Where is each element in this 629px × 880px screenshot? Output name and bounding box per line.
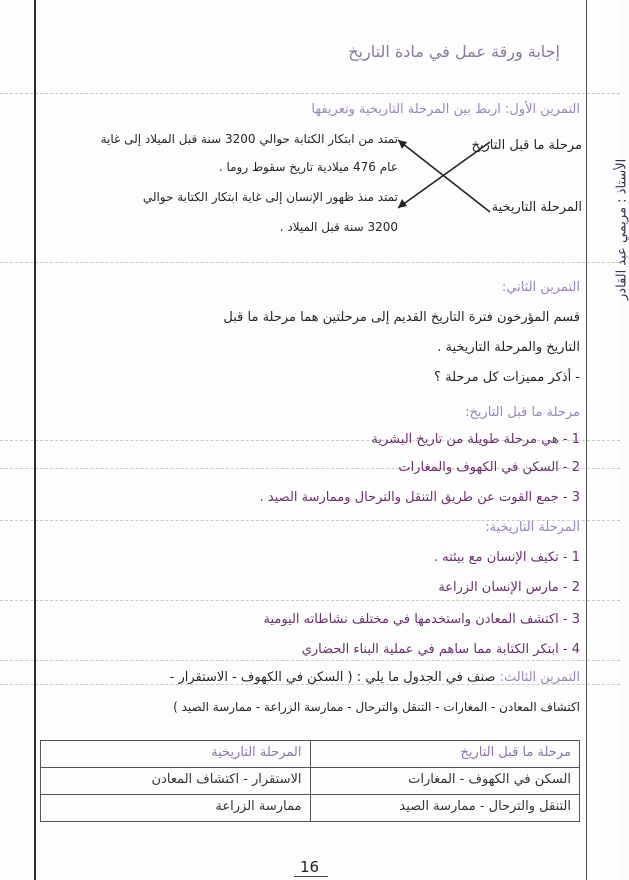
ex2-sub2-item-2: 2 - مارس الإنسان الزراعة: [438, 580, 580, 595]
table-cell: السكن في الكهوف - المغارات: [310, 768, 580, 795]
table-cell: الاستقرار - اكتشاف المعادن: [41, 768, 311, 795]
ex1-def1-line1: تمتد من ابتكار الكتابة حوالي 3200 سنة قبل الميلاد إلى غاية: [100, 132, 398, 146]
ex3-instruction-line1: صنف في الجدول ما يلي : ( السكن في الكهوف - الاستقرار -: [169, 670, 496, 685]
table-cell: ممارسة الزراعة: [41, 795, 311, 822]
ex2-sub2-item-1: 1 - تكيف الإنسان مع بيئته .: [433, 550, 580, 565]
ex3-classification-table: [40, 740, 580, 822]
ex2-sub1-item-3: 3 - جمع القوت عن طريق التنقل والترحال وممارسة الصيد .: [259, 490, 580, 505]
ex1-def2-line2: 3200 سنة قبل الميلاد .: [279, 220, 398, 234]
ex1-def2-line1: تمتد منذ ظهور الإنسان إلى غاية ابتكار الكتابة حوالي: [142, 190, 398, 204]
ex1-heading: التمرين الأول: اربط بين المرحلة التاريخية وتعريفها: [311, 102, 580, 117]
ex3-instruction-line2: اكتشاف المعادن - المغارات - التنقل والترحال - ممارسة الزراعة - ممارسة الصيد ): [173, 700, 580, 714]
ex2-sub1-heading: مرحلة ما قبل التاريخ:: [465, 405, 580, 420]
ex2-sub2-item-3: 3 - اكتشف المعادن واستخدمها في مختلف نشاطاته اليومية: [263, 612, 580, 627]
ex1-left-item-1: مرحلة ما قبل التاريخ: [471, 138, 582, 153]
right-margin-line: [586, 0, 587, 880]
ex3-instruction-block: [35, 670, 580, 685]
matching-cross-lines: [390, 130, 500, 220]
table-header-cell: المرحلة التاريخية: [41, 741, 311, 768]
table-header-row: [41, 741, 580, 768]
page-number: 16: [300, 858, 320, 876]
table-row: [41, 795, 580, 822]
side-note: الأستاذ : مريمي عبد القادر: [614, 158, 629, 300]
ex2-sub2-heading: المرحلة التاريخية:: [485, 520, 580, 535]
rule-line: [0, 600, 620, 601]
ex2-sub1-item-2: 2 - السكن في الكهوف والمغارات: [398, 460, 580, 475]
table-cell: التنقل والترحال - ممارسة الصيد: [310, 795, 580, 822]
ex2-sub1-item-1: 1 - هي مرحلة طويلة من تاريخ البشرية: [371, 432, 580, 447]
rule-line: [0, 660, 620, 661]
ex1-left-item-2: المرحلة التاريخية: [491, 200, 582, 215]
rule-line: [0, 93, 620, 94]
page-number-underline: [294, 876, 328, 877]
rule-line: [0, 262, 620, 263]
table-header-cell: مرحلة ما قبل التاريخ: [310, 741, 580, 768]
ex3-heading: التمرين الثالث:: [499, 670, 580, 685]
ex2-intro-line1: قسم المؤرخون فترة التاريخ القديم إلى مرحلتين هما مرحلة ما قبل: [223, 310, 580, 325]
table-row: [41, 768, 580, 795]
ex2-heading: التمرين الثاني:: [501, 280, 580, 295]
ex2-question: - أذكر مميزات كل مرحلة ؟: [434, 370, 580, 385]
ex1-def1-line2: عام 476 ميلادية تاريخ سقوط روما .: [218, 160, 398, 174]
page-title: إجابة ورقة عمل في مادة التاريخ: [348, 42, 560, 61]
ex2-sub2-item-4: 4 - ابتكر الكتابة مما ساهم في عملية البناء الحضاري: [301, 642, 580, 657]
ex2-intro-line2: التاريخ والمرحلة التاريخية .: [437, 340, 580, 355]
side-note-container: [592, 158, 629, 590]
left-margin-line: [34, 0, 36, 880]
